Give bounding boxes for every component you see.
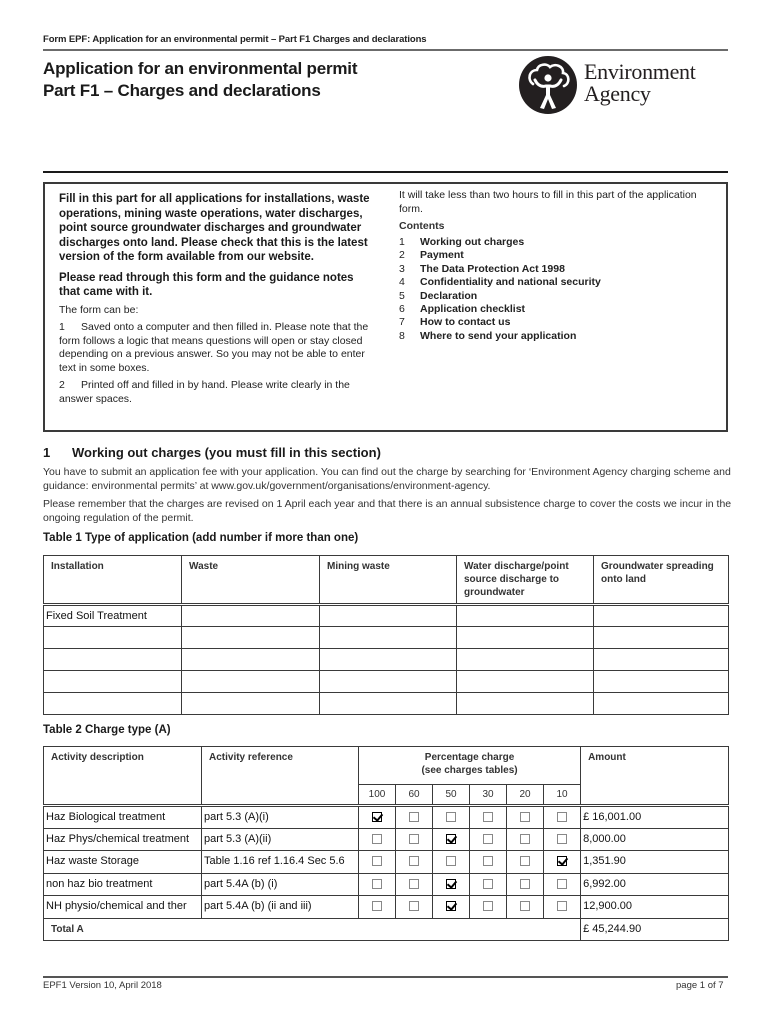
table-row bbox=[44, 671, 729, 693]
groundwater-spreading-field[interactable] bbox=[594, 627, 729, 649]
activity-reference-field[interactable]: part 5.3 (A)(ii) bbox=[202, 828, 359, 851]
activity-reference-field[interactable]: part 5.4A (b) (ii and iii) bbox=[202, 896, 359, 919]
percentage-cell bbox=[507, 873, 544, 896]
activity-reference-field[interactable]: part 5.4A (b) (i) bbox=[202, 873, 359, 896]
installation-field[interactable] bbox=[44, 627, 182, 649]
activity-reference-field[interactable]: Table 1.16 ref 1.16.4 Sec 5.6 bbox=[202, 851, 359, 874]
percentage-30: 30 bbox=[470, 785, 507, 806]
percentage-cell bbox=[544, 896, 581, 919]
section-divider bbox=[43, 171, 728, 173]
activity-description-field[interactable]: Haz waste Storage bbox=[44, 851, 202, 874]
contents-list bbox=[399, 236, 719, 343]
intro-option-2: 2 Printed off and filled in by hand. Please write clearly in the answer spaces. bbox=[59, 379, 350, 405]
percentage-30-checkbox[interactable] bbox=[483, 879, 493, 889]
percentage-30-checkbox[interactable] bbox=[483, 812, 493, 822]
contents-item[interactable]: 1 Working out charges bbox=[399, 236, 525, 248]
waste-field[interactable] bbox=[182, 627, 320, 649]
mining-waste-field[interactable] bbox=[320, 671, 457, 693]
table-row bbox=[44, 896, 729, 919]
time-note: It will take less than two hours to fill in this part of the application form. bbox=[399, 189, 697, 215]
table-1-caption: Table 1 Type of application (add number if more than one) bbox=[43, 532, 359, 544]
activity-description-field[interactable]: NH physio/chemical and ther bbox=[44, 896, 202, 919]
percentage-10-checkbox[interactable] bbox=[557, 812, 567, 822]
water-discharge-field[interactable] bbox=[457, 627, 594, 649]
mining-waste-field[interactable] bbox=[320, 649, 457, 671]
percentage-10-checkbox[interactable] bbox=[557, 856, 567, 866]
water-discharge-field[interactable] bbox=[457, 671, 594, 693]
amount-field[interactable]: 8,000.00 bbox=[581, 828, 729, 851]
table-row bbox=[44, 627, 729, 649]
form-version: EPF1 Version 10, April 2018 bbox=[43, 980, 162, 991]
percentage-cell bbox=[470, 851, 507, 874]
section-1-revision-paragraph: Please remember that the charges are revised on 1 April each year and that there is an annual subsistence charge to cover the costs we incur in the ongoing regulation of the permit. bbox=[43, 498, 732, 524]
percentage-100-checkbox[interactable] bbox=[372, 879, 382, 889]
intro-form-can-be: The form can be: bbox=[59, 303, 139, 316]
waste-field[interactable] bbox=[182, 649, 320, 671]
table-2-caption: Table 2 Charge type (A) bbox=[43, 724, 171, 736]
percentage-cell bbox=[359, 873, 396, 896]
percentage-60-checkbox[interactable] bbox=[409, 834, 419, 844]
contents-item[interactable]: 7 How to contact us bbox=[399, 316, 511, 329]
page-title bbox=[43, 58, 357, 102]
installation-field[interactable] bbox=[44, 671, 182, 693]
installation-field[interactable] bbox=[44, 649, 182, 671]
percentage-100: 100 bbox=[359, 785, 396, 806]
percentage-20-checkbox[interactable] bbox=[520, 856, 530, 866]
installation-field[interactable] bbox=[44, 693, 182, 715]
intro-read-guidance: Please read through this form and the guidance notes that came with it. bbox=[59, 271, 354, 298]
percentage-50-checkbox[interactable] bbox=[446, 834, 456, 844]
percentage-50-checkbox[interactable] bbox=[446, 901, 456, 911]
charge-type-table bbox=[43, 746, 729, 941]
percentage-cell bbox=[507, 851, 544, 874]
activity-description-field[interactable]: non haz bio treatment bbox=[44, 873, 202, 896]
tree-figure-emblem-icon bbox=[519, 56, 577, 114]
percentage-30-checkbox[interactable] bbox=[483, 856, 493, 866]
percentage-20-checkbox[interactable] bbox=[520, 879, 530, 889]
waste-field[interactable] bbox=[182, 693, 320, 715]
percentage-20-checkbox[interactable] bbox=[520, 812, 530, 822]
intro-instructions bbox=[59, 192, 377, 406]
contents-item[interactable]: 8 Where to send your application bbox=[399, 329, 577, 342]
activity-description-field[interactable]: Haz Biological treatment bbox=[44, 806, 202, 829]
intro-box bbox=[43, 182, 728, 432]
intro-contents bbox=[399, 189, 719, 343]
contents-item[interactable]: 4 Confidentiality and national security bbox=[399, 276, 601, 289]
percentage-cell bbox=[470, 896, 507, 919]
groundwater-spreading-field[interactable] bbox=[594, 649, 729, 671]
total-label: Total A bbox=[44, 918, 581, 941]
percentage-cell bbox=[359, 806, 396, 829]
percentage-cell bbox=[433, 828, 470, 851]
contents-item[interactable]: 6 Application checklist bbox=[399, 303, 526, 316]
percentage-cell bbox=[544, 873, 581, 896]
column-mining-waste: Mining waste bbox=[320, 556, 457, 605]
percentage-cell bbox=[470, 828, 507, 851]
column-installation: Installation bbox=[44, 556, 182, 605]
activity-reference-field[interactable]: part 5.3 (A)(i) bbox=[202, 806, 359, 829]
groundwater-spreading-field[interactable] bbox=[594, 693, 729, 715]
column-activity-reference: Activity reference bbox=[202, 747, 359, 806]
percentage-60: 60 bbox=[396, 785, 433, 806]
percentage-cell bbox=[396, 873, 433, 896]
percentage-cell bbox=[433, 806, 470, 829]
waste-field[interactable] bbox=[182, 671, 320, 693]
contents-item[interactable]: 3 The Data Protection Act 1998 bbox=[399, 262, 565, 275]
column-water-discharge: Water discharge/point source discharge to groundwater bbox=[457, 556, 594, 605]
contents-heading: Contents bbox=[399, 220, 445, 232]
installation-field[interactable]: Fixed Soil Treatment bbox=[44, 605, 182, 627]
percentage-20: 20 bbox=[507, 785, 544, 806]
environment-agency-logo bbox=[519, 56, 729, 114]
contents-item[interactable]: 5 Declaration bbox=[399, 289, 478, 302]
table-row bbox=[44, 693, 729, 715]
percentage-20-checkbox[interactable] bbox=[520, 834, 530, 844]
amount-field[interactable]: 6,992.00 bbox=[581, 873, 729, 896]
percentage-cell bbox=[396, 828, 433, 851]
percentage-cell bbox=[359, 828, 396, 851]
table-row bbox=[44, 873, 729, 896]
form-reference: Form EPF: Application for an environmental permit – Part F1 Charges and declarations bbox=[43, 34, 427, 45]
page-number: page 1 of 7 bbox=[676, 980, 724, 991]
percentage-cell bbox=[544, 828, 581, 851]
contents-item[interactable]: 2 Payment bbox=[399, 249, 464, 262]
percentage-100-checkbox[interactable] bbox=[372, 812, 382, 822]
activity-description-field[interactable]: Haz Phys/chemical treatment bbox=[44, 828, 202, 851]
title-line-1: Application for an environmental permit bbox=[43, 59, 358, 78]
amount-field[interactable]: 12,900.00 bbox=[581, 896, 729, 919]
percentage-cell bbox=[507, 896, 544, 919]
column-groundwater-spreading: Groundwater spreading onto land bbox=[594, 556, 729, 605]
percentage-cell bbox=[544, 806, 581, 829]
percentage-30-checkbox[interactable] bbox=[483, 901, 493, 911]
table-row bbox=[44, 649, 729, 671]
percentage-10-checkbox[interactable] bbox=[557, 834, 567, 844]
logo-wordmark: Environment Agency bbox=[584, 59, 696, 106]
percentage-cell bbox=[433, 851, 470, 874]
column-percentage-charge: Percentage charge (see charges tables) bbox=[359, 747, 581, 785]
percentage-10-checkbox[interactable] bbox=[557, 901, 567, 911]
table-row bbox=[44, 828, 729, 851]
intro-option-1: 1 Saved onto a computer and then filled in. Please note that the form follows a logic that means questions will open or stay closed depending on a previous answer. So you may not be able to enter text in some boxes. bbox=[59, 321, 369, 374]
groundwater-spreading-field[interactable] bbox=[594, 605, 729, 627]
table-row bbox=[44, 806, 729, 829]
percentage-cell bbox=[359, 851, 396, 874]
percentage-100-checkbox[interactable] bbox=[372, 834, 382, 844]
percentage-10-checkbox[interactable] bbox=[557, 879, 567, 889]
percentage-cell bbox=[396, 896, 433, 919]
percentage-60-checkbox[interactable] bbox=[409, 879, 419, 889]
percentage-100-checkbox[interactable] bbox=[372, 901, 382, 911]
percentage-cell bbox=[359, 896, 396, 919]
percentage-cell bbox=[544, 851, 581, 874]
mining-waste-field[interactable] bbox=[320, 627, 457, 649]
total-row bbox=[44, 918, 729, 941]
percentage-60-checkbox[interactable] bbox=[409, 901, 419, 911]
percentage-30-checkbox[interactable] bbox=[483, 834, 493, 844]
percentage-50-checkbox[interactable] bbox=[446, 812, 456, 822]
percentage-20-checkbox[interactable] bbox=[520, 901, 530, 911]
percentage-cell bbox=[433, 896, 470, 919]
percentage-cell bbox=[396, 851, 433, 874]
percentage-cell bbox=[470, 873, 507, 896]
intro-applicability: Fill in this part for all applications for installations, waste operations, mining waste operations, water discharges, point source groundwater discharges and groundwater discharges onto land. Please check that this is the latest version of the form available from our website. bbox=[59, 193, 370, 263]
amount-field[interactable]: £ 16,001.00 bbox=[581, 806, 729, 829]
percentage-50: 50 bbox=[433, 785, 470, 806]
section-1-fee-paragraph: You have to submit an application fee with your application. You can find out the charge by searching for ‘Environment Agency charging scheme and guidance: environmental permits’ at www.gov.uk/government/organisations/environment-agency. bbox=[43, 466, 731, 492]
percentage-cell bbox=[396, 806, 433, 829]
column-amount: Amount bbox=[581, 747, 729, 806]
percentage-60-checkbox[interactable] bbox=[409, 856, 419, 866]
percentage-60-checkbox[interactable] bbox=[409, 812, 419, 822]
water-discharge-field[interactable] bbox=[457, 649, 594, 671]
mining-waste-field[interactable] bbox=[320, 605, 457, 627]
percentage-cell bbox=[470, 806, 507, 829]
title-line-2: Part F1 – Charges and declarations bbox=[43, 81, 321, 100]
application-type-table bbox=[43, 555, 729, 715]
percentage-10: 10 bbox=[544, 785, 581, 806]
percentage-100-checkbox[interactable] bbox=[372, 856, 382, 866]
header-divider bbox=[43, 49, 728, 51]
section-1-heading: 1 Working out charges (you must fill in this section) bbox=[43, 445, 381, 460]
percentage-50-checkbox[interactable] bbox=[446, 856, 456, 866]
table-row bbox=[44, 605, 729, 627]
water-discharge-field[interactable] bbox=[457, 693, 594, 715]
percentage-cell bbox=[433, 873, 470, 896]
groundwater-spreading-field[interactable] bbox=[594, 671, 729, 693]
total-amount-field[interactable]: £ 45,244.90 bbox=[581, 918, 729, 941]
column-waste: Waste bbox=[182, 556, 320, 605]
percentage-cell bbox=[507, 806, 544, 829]
water-discharge-field[interactable] bbox=[457, 605, 594, 627]
waste-field[interactable] bbox=[182, 605, 320, 627]
percentage-cell bbox=[507, 828, 544, 851]
percentage-50-checkbox[interactable] bbox=[446, 879, 456, 889]
column-activity-description: Activity description bbox=[44, 747, 202, 806]
amount-field[interactable]: 1,351.90 bbox=[581, 851, 729, 874]
footer-divider bbox=[43, 976, 728, 978]
table-row bbox=[44, 851, 729, 874]
mining-waste-field[interactable] bbox=[320, 693, 457, 715]
